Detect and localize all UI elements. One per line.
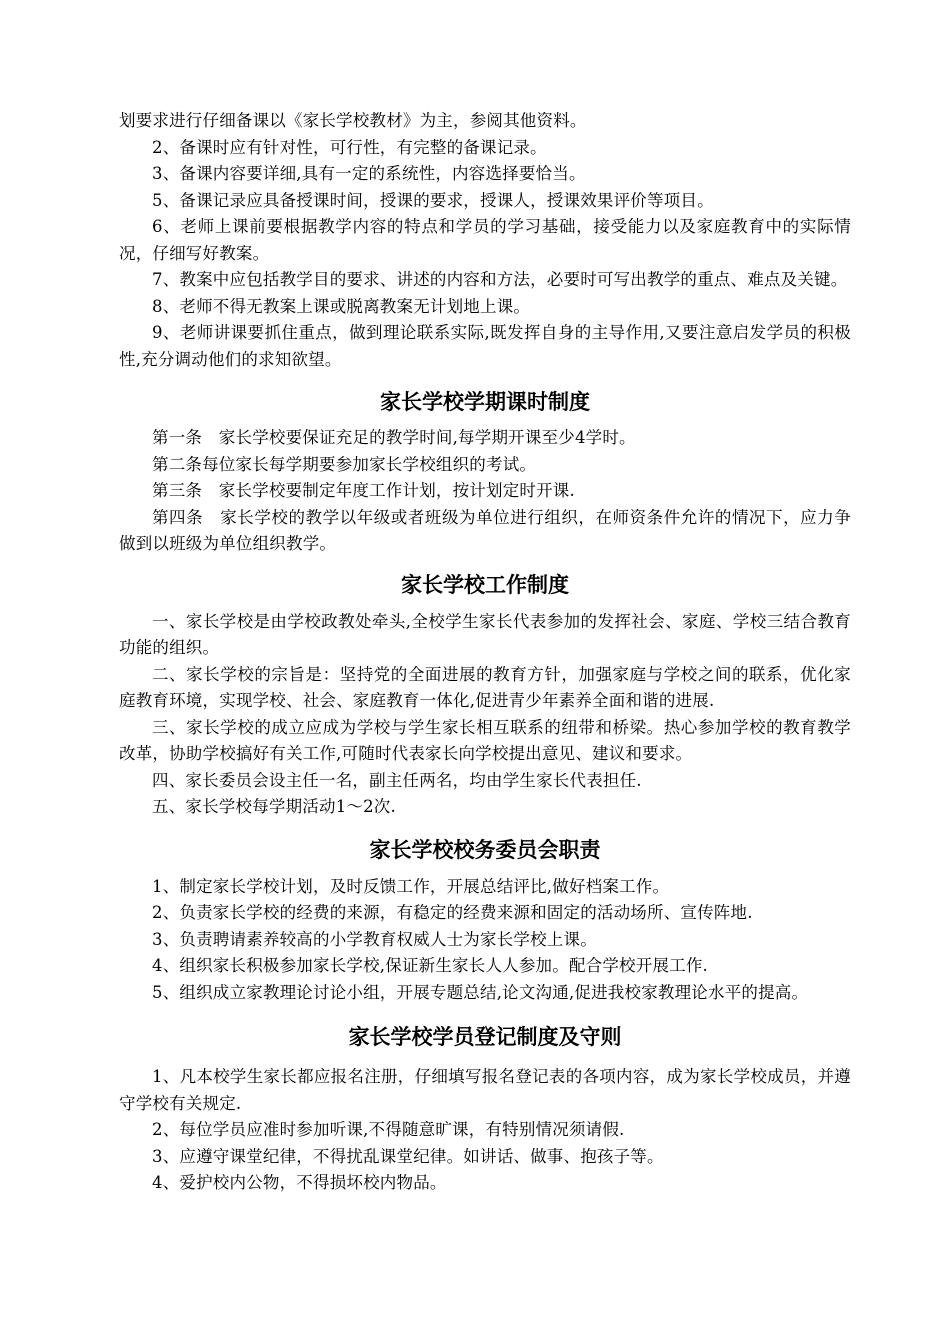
section-paragraph: 1、制定家长学校计划，及时反馈工作，开展总结评比,做好档案工作。	[152, 876, 670, 896]
intro-paragraph: 6、老师上课前要根据教学内容的特点和学员的学习基础，接受能力以及家庭教育中的实际情况，仔细写好教案。	[119, 217, 851, 263]
intro-paragraph: 5、备课记录应具备授课时间，授课的要求，授课人，授课效果评价等项目。	[152, 190, 714, 210]
section-paragraph: 5、组织成立家教理论讨论小组，开展专题总结,论文沟通,促进我校家教理论水平的提高。	[152, 982, 809, 1002]
section-paragraph: 四、家长委员会设主任一名，副主任两名，均由学生家长代表担任.	[152, 770, 642, 790]
section-title: 家长学校学员登记制度及守则	[348, 1025, 622, 1049]
section-paragraph: 三、家长学校的成立应成为学校与学生家长相互联系的纽带和桥梁。热心参加学校的教育教学改革，协助学校搞好有关工作,可随时代表家长向学校提出意见、建议和要求。	[119, 717, 851, 763]
section-paragraph: 4、爱护校内公物，不得损坏校内物品。	[152, 1173, 447, 1192]
intro-paragraph: 3、备课内容要详细,具有一定的系统性，内容选择要恰当。	[152, 164, 586, 183]
section-paragraph: 3、负责聘请素养较高的小学教育权威人士为家长学校上课。	[152, 929, 597, 949]
section-paragraph: 五、家长学校每学期活动1～2次.	[152, 797, 396, 816]
section-title: 家长学校校务委员会职责	[369, 837, 601, 862]
section-paragraph: 2、每位学员应准时参加听课,不得随意旷课，有特别情况须请假.	[152, 1120, 625, 1139]
section-paragraph: 第一条 家长学校要保证充足的教学时间,每学期开课至少4学时。	[152, 428, 636, 447]
section-paragraph: 3、应遵守课堂纪律，不得扰乱课堂纪律。如讲话、做事、抱孩子等。	[152, 1146, 664, 1166]
section-paragraph: 4、组织家长积极参加家长学校,保证新生家长人人参加。配合学校开展工作.	[152, 956, 708, 975]
intro-paragraph: 9、老师讲课要抓住重点，做到理论联系实际,既发挥自身的主导作用,又要注意启发学员的积极性,充分调动他们的求知欲望。	[119, 323, 851, 369]
intro-paragraph: 2、备课时应有针对性，可行性，有完整的备课记录。	[152, 137, 547, 157]
section-paragraph: 一、家长学校是由学校政教处牵头,全校学生家长代表参加的发挥社会、家庭、学校三结合教育功能的组织。	[119, 611, 851, 657]
section-paragraph: 1、凡本校学生家长都应报名注册，仔细填写报名登记表的各项内容，成为家长学校成员，并遵守学校有关规定.	[119, 1067, 851, 1113]
section-paragraph: 二、家长学校的宗旨是：坚持党的全面进展的教育方针，加强家庭与学校之间的联系，优化家庭教育环境，实现学校、社会、家庭教育一体化,促进青少年素养全面和谐的进展.	[119, 664, 851, 710]
section-paragraph: 第三条 家长学校要制定年度工作计划，按计划定时开课.	[152, 481, 575, 500]
section-paragraph: 2、负责家长学校的经费的来源，有稳定的经费来源和固定的活动场所、宣传阵地.	[152, 903, 753, 922]
section-title: 家长学校学期课时制度	[380, 390, 590, 414]
section-title: 家长学校工作制度	[401, 572, 569, 597]
section-paragraph: 第二条每位家长每学期要参加家长学校组织的考试。	[152, 454, 537, 474]
document-page	[119, 108, 851, 1197]
section-paragraph: 第四条 家长学校的教学以年级或者班级为单位进行组织，在师资条件允许的情况下，应力争做到以班级为单位组织教学。	[119, 507, 851, 553]
intro-paragraph: 划要求进行仔细备课以《家长学校教材》为主，参阅其他资料。	[119, 111, 587, 130]
intro-paragraph: 8、老师不得无教案上课或脱离教案无计划地上课。	[152, 296, 531, 316]
intro-paragraph: 7、教案中应包括教学目的要求、讲述的内容和方法，必要时可写出教学的重点、难点及关键。	[152, 270, 848, 289]
